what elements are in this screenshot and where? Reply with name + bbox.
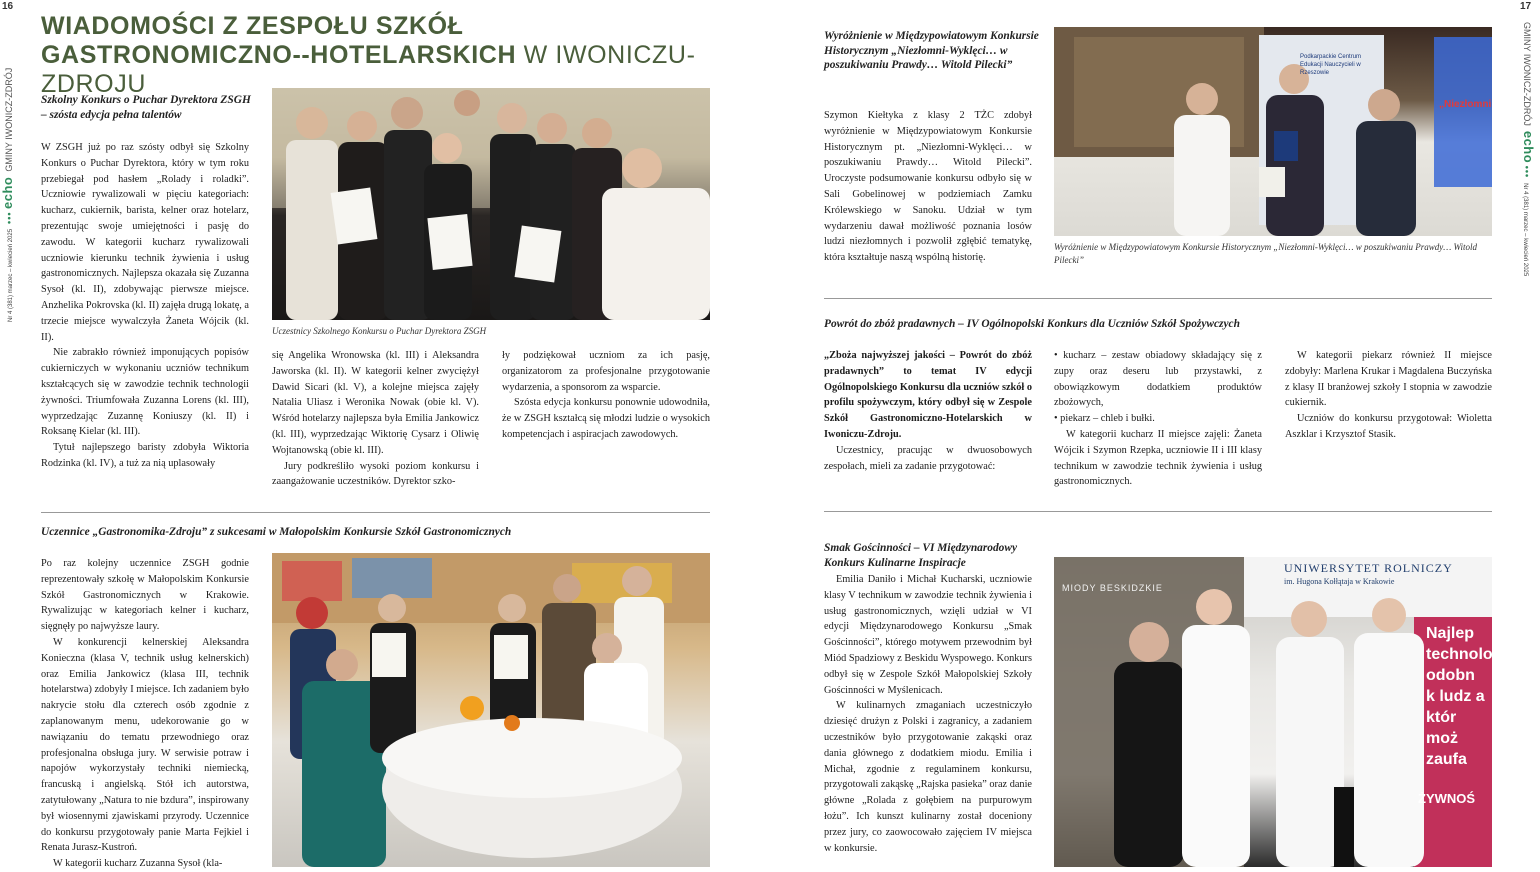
paragraph: Uczniów do konkursu przygotował: Wioletta Aszklar i Krzysztof Stasik. (1285, 413, 1492, 440)
article4-column-3 (1285, 348, 1492, 443)
brand-dots-right: ••• (1522, 165, 1532, 179)
list-item: • kucharz – zestaw obiadowy składający się z zupy oraz deseru lub przystawki, z obowiązkowym dodatkiem produktów zbożowych, (1054, 350, 1262, 409)
paragraph: W kulinarnych zmaganiach uczestniczyło dziesięć drużyn z Polski i zagranicy, a zadaniem uczestników było przygotowanie zakąski oraz dania głównego z dodatkiem miodu. Emilia i Michał, zgodnie z regulaminem konkursu, przygotowali zakąskę „Rajska pasieka” oraz danie główne „Rolada z gołębiem na purpurowym łożu”. Ich kunszt kulinarny został doceniony przez jury, co zaowocowało zajęciem IV miejsca w konkursie. (824, 700, 1032, 854)
banner-text: MIODY BESKIDZKIE (1062, 583, 1163, 593)
page-number-right: 17 (1520, 1, 1532, 12)
paragraph: W kategorii piekarz również II miejsce zdobyły: Marlena Krukar i Magdalena Buczyńska z klasy II branżowej szkoły I stopnia w zawodzie cukiernik. (1285, 350, 1492, 409)
paragraph: „Zboża najwyższej jakości – Powrót do zbóż pradawnych” to temat IV edycji Ogólnopolskiego Konkursu dla uczniów szkół o profilu spożywczym, który odbył się w Zespole Szkół Gastronomiczno-Hotelarskich w Iwoniczu-Zdroju. (824, 350, 1032, 440)
article4-column-1 (824, 348, 1032, 474)
sign-text-2: „Niezłomni (1439, 99, 1492, 110)
brand-logo-right: echo (1521, 130, 1536, 164)
photo-hospitality-contest (1054, 557, 1503, 867)
paragraph: Szymon Kiełtyka z klasy 2 TŻC zdobył wyróżnienie w Międzypowiatowym Konkursie Historycznym pt. „Niezłomni-Wyklęci… w poszukiwaniu Prawdy… Witold Pilecki”. Uroczyste podsumowanie konkursu odbyło się w Sali Gobelinowej w podziemiach Zamku Królewskiego w Sanoku. Udział w tym wydarzeniu dawał możliwość poznania losów ludzi niezłomnych i pozwolił zgłębić tematykę, która kształtuje naszą wspólną historię. (824, 110, 1032, 264)
side-section-label: GMINY IWONICZ-ZDRÓJ (4, 67, 14, 172)
paragraph: się Angelika Wronowska (kl. III) i Aleksandra Jaworska (kl. II). W kategorii kelner zwyciężył Dawid Sicari (kl. V), a kolejne miejsca zajęły Natalia Uliasz i Weronika Nowak (obie kl. V). Wśród hotelarzy najlepsza była Emilia Jankowicz (kl. III), wyprzedzając Wiktorię Cysarz i Oliwię Wojtanowską (obie kl. III). (272, 350, 479, 456)
photo-gastronomic-contest-table (272, 553, 710, 867)
page-number-left: 16 (2, 1, 14, 12)
paragraph: Szósta edycja konkursu ponownie udowodniła, że w ZSGH kształcą się młodzi ludzie o wysokich kompetencjach i aspiracjach zawodowych. (502, 397, 710, 440)
photo-caption: Wyróżnienie w Międzypowiatowym Konkursie Historycznym „Niezłomni-Wyklęci… w poszukiwaniu Prawdy… Witold Pilecki” (1054, 242, 1478, 265)
left-side-label (0, 22, 16, 342)
article1-heading: Szkolny Konkurs o Puchar Dyrektora ZSGH – szósta edycja pełna talentów (41, 94, 251, 121)
paragraph: ły podziękował uczniom za ich pasję, organizatorom za profesjonalne przygotowanie wydarzenia, a sponsorom za wsparcie. (502, 350, 710, 393)
paragraph: Tytuł najlepszego baristy zdobyła Wiktoria Rodzinka (kl. IV), a tuż za nią uplasowały (41, 442, 249, 469)
paragraph: Uczestnicy, pracując w dwuosobowych zespołach, mieli za zadanie przygotować: (824, 444, 1032, 472)
article3-heading: Wyróżnienie w Międzypowiatowym Konkursie Historycznym „Niezłomni-Wyklęci… w poszukiwaniu Prawdy… Witold Pilecki” (824, 30, 1039, 71)
side-section-label-right: GMINY IWONICZ-ZDRÓJ (1522, 22, 1532, 126)
issue-label-right: Nr 4 (381) marzec – kwiecień 2025 (1522, 183, 1528, 277)
paragraph: Nie zabrakło również imponujących popisów cukierniczych w wykonaniu uczniów technikum kształcących się w zawodzie technik technologii żywności. Triumfowała Zuzanna Lorens (kl. III), wyprzedzając Zuzannę Koniuszy (kl. II) i Roksanę Kielar (kl. III). (41, 347, 249, 438)
banner-text: im. Hugona Kołłątaja w Krakowie (1284, 577, 1395, 586)
paragraph: Jury podkreśliło wysoki poziom konkursu i zaangażowanie uczestników. Dyrektor szko- (272, 460, 479, 488)
title-light: W IWONICZU-ZDROJU (41, 41, 696, 98)
article1-column-1 (41, 140, 249, 472)
paragraph: Emilia Daniło i Michał Kucharski, uczniowie klasy V technikum w zawodzie technik żywienia i usług gastronomicznych, wzięli udział w VI edycji Międzynarodowego Konkursu „Smak Gościnności”, którego motywem przewodnim był Miód Spadziowy z Beskidu Wyspowego. Konkurs odbył się w Zespole Szkół Małopolskiej Szkoły Gościnności w Myślenicach. (824, 574, 1032, 696)
brand-dots: ••• (4, 211, 14, 224)
article4-column-2 (1054, 348, 1262, 490)
paragraph: W kategorii kucharz II miejsce zajęli: Żaneta Wójcik i Szymon Rzepka, uczniowie II i III klasy technikum w zawodzie technik żywienia i usług gastronomicznych. (1054, 428, 1262, 488)
right-side-label (1520, 22, 1536, 342)
section-divider (824, 298, 1492, 299)
photo-history-contest-award (1054, 27, 1492, 236)
banner-text: UNIWERSYTET ROLNICZY (1284, 561, 1453, 575)
article2-heading: Uczennice „Gastronomika-Zdroju” z sukcesami w Małopolskim Konkursie Szkół Gastronomicznych (41, 526, 512, 538)
article5-heading: Smak Gościnności – VI Międzynarodowy Konkurs Kulinarne Inspiracje (824, 542, 1018, 569)
banner-text: ŻYWNOŚ (1418, 791, 1476, 806)
article5-column-1 (824, 572, 1032, 856)
list-item: • piekarz – chleb i bułki. (1054, 413, 1155, 425)
photo-school-contest-participants (272, 88, 710, 320)
article3-body (824, 108, 1032, 266)
issue-label: Nr 4 (381) marzec – kwiecień 2025 (8, 228, 14, 322)
photo-caption: Uczestnicy Szkolnego Konkursu o Puchar Dyrektora ZSGH (272, 326, 487, 336)
sign-text: Podkarpackie Centrum Edukacji Nauczycieli w Rzeszowie (1300, 54, 1362, 76)
paragraph: W kategorii kucharz Zuzanna Sysoł (kla- (53, 858, 223, 870)
article2-column-1 (41, 556, 249, 872)
page-title (41, 12, 721, 99)
paragraph: W ZSGH już po raz szósty odbył się Szkolny Konkurs o Puchar Dyrektora, który w tym roku przebiegał pod hasłem „Rolady i roladki”. Uczniowie rywalizowali w pięciu kategoriach: kucharz, cukiernik, barista, kelner oraz hotelarz, prezentując swoje umiejętności i pasję do zawodu. W kategorii kucharz rywalizowali uczniowie kierunku technik żywienia i usług gastronomicznych. Najlepsza okazała się Zuzanna Sysoł (kl. II), zdobywając pierwsze miejsce. Anzhelika Pokrovska (kl. II) zajęła drugą lokatę, a trzecie miejsce wywalczyła Żaneta Wójcik (kl. II). (41, 142, 249, 343)
paragraph: W konkurencji kelnerskiej Aleksandra Konieczna (klasa V, technik usług kelnerskich) oraz Emilia Jankowicz (klasa III, technik hotelarstwa) zdobyły I miejsce. Ich zadaniem było nakrycie stołu dla czterech osób zgodnie z zaplanowanym menu, udekorowanie go w nawiązaniu do tematu przewodniego oraz profesjonalna obsługa jury. W serwisie potraw i napojów wykorzystały techniki niemiecką, francuską i angielską. Stół ich autorstwa, zatytułowany „Natura to nie bzdura”, inspirowany był wiosennymi zjawiskami przyrody. Uczennice do konkursu przygotowały panie Marta Fejkiel i Renata Jurasz-Kustroń. (41, 636, 249, 854)
banner-text: Najlep technolog odobn k ludz a któr moż zaufa (1426, 625, 1503, 768)
article1-column-2 (272, 348, 479, 490)
paragraph: Po raz kolejny uczennice ZSGH godnie reprezentowały szkołę w Małopolskim Konkursie Szkół Gastronomicznych w Krakowie. Rywalizując w kategoriach kelner i kucharz, sięgnęły po najwyższe laury. (41, 558, 249, 633)
brand-logo: echo (0, 176, 15, 209)
article1-column-3 (502, 348, 710, 443)
article4-heading: Powrót do zbóż pradawnych – IV Ogólnopolski Konkurs dla Uczniów Szkół Spożywczych (824, 318, 1240, 330)
section-divider (824, 511, 1492, 512)
section-divider (41, 512, 710, 513)
title-bold: WIADOMOŚCI Z ZESPOŁU SZKÓŁ GASTRONOMICZNO--HOTELARSKICH (41, 12, 517, 69)
